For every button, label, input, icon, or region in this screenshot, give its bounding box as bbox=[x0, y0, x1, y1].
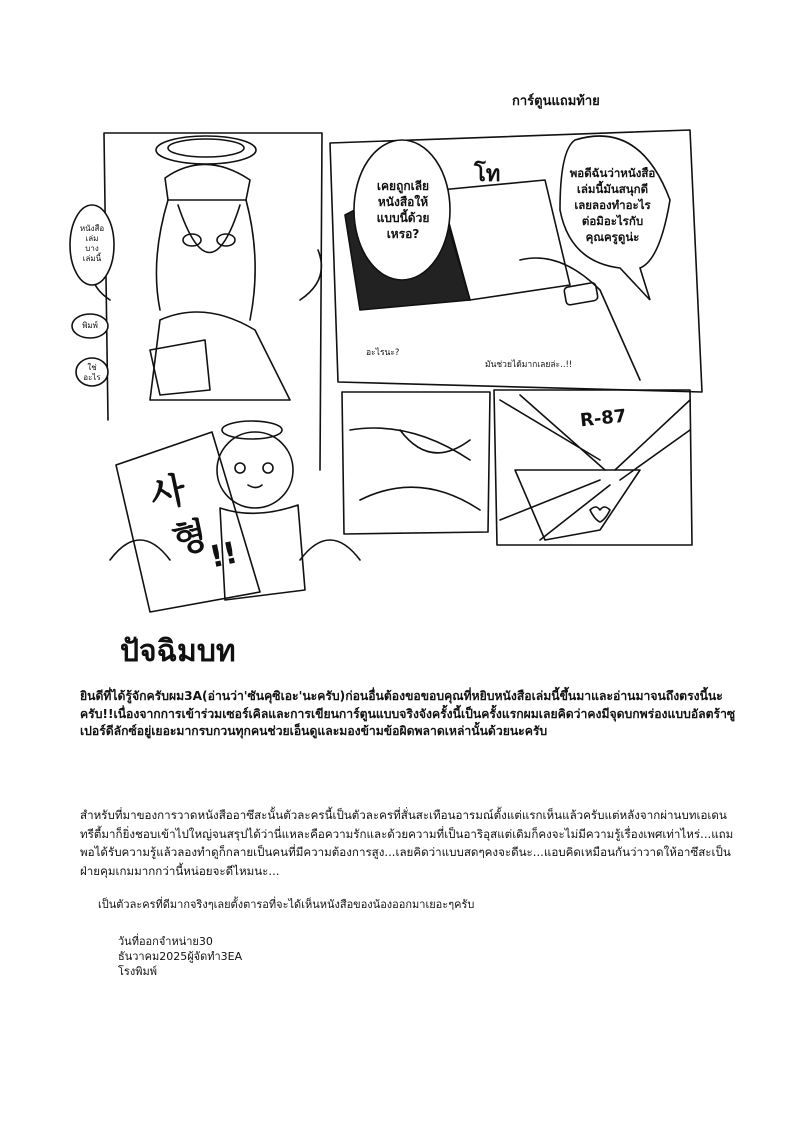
book-cover-r87 bbox=[515, 470, 640, 540]
afterword-note: เป็นตัวละครที่ดีมากจริงๆเลยตั้งตารอที่จะได้เห็นหนังสือของน้องออกมาเยอะๆครับ bbox=[98, 898, 475, 911]
bubble-line: แบบนี้ด้วย bbox=[376, 211, 430, 225]
book-held bbox=[150, 340, 210, 395]
small-bubble-1-text bbox=[78, 224, 106, 264]
body-left bbox=[150, 312, 290, 400]
halo-left bbox=[156, 136, 256, 164]
colophon-line: โรงพิมพ์ bbox=[118, 965, 157, 978]
panel-code: R-87 bbox=[579, 405, 628, 432]
bubble-line: เลยลองทำอะไร bbox=[574, 198, 651, 212]
bubble-line: หนังสือให้ bbox=[377, 195, 429, 209]
bubble-line: หนังสือ bbox=[79, 224, 105, 233]
bubble-line: บาง bbox=[85, 244, 99, 253]
sign-char-2: 형 bbox=[168, 514, 212, 563]
bubble-line: อะไร bbox=[83, 373, 101, 382]
colophon-line: วันที่ออกจำหน่าย30 bbox=[118, 935, 213, 948]
afterword-heading: ปัจฉิมบท bbox=[120, 634, 236, 669]
caption-helpful: มันช่วยได้มากเลยล่ะ..!! bbox=[485, 360, 573, 370]
sign-exclaim: !! bbox=[206, 535, 241, 576]
bubble-line: เล่มนี้ bbox=[82, 254, 102, 263]
afterword-paragraph-1: ยินดีที่ได้รู้จักครับผม3A(อ่านว่า'ซันคุซิเอะ'นะครับ)ก่อนอื่นต้องขอขอบคุณที่หยิบหนังสือเล่มนี้ขึ้นมาและอ่านมาจนถึงตรงนี้นะครับ!!เนื่องจากการเข้าร่วมเซอร์เคิลและการเขียนการ์ตูนแบบจริงจังครั้งนี้เป็นครั้งแรกผมเลยคิดว่าคงมีจุดบกพร่องแบบอัลตร้าซูเปอร์ดีลักซ์อยู่เยอะมากรบกวนทุกคนช่วยเอ็นดูและมองข้ามข้อผิดพลาดเหล่านั้นด้วยนะครับ bbox=[80, 689, 736, 738]
bubble-line: คุณครูดูน่ะ bbox=[585, 230, 640, 244]
chibi-head bbox=[217, 432, 293, 508]
sfx-cho: โท bbox=[474, 162, 501, 187]
bubble-line: ต่อมิอะไรกับ bbox=[581, 214, 644, 228]
small-bubble-2-text bbox=[78, 321, 102, 331]
bubble-line: เล่ม bbox=[85, 234, 99, 243]
bubble-line: เคยถูกเลีย bbox=[376, 179, 430, 193]
wings-left bbox=[92, 250, 321, 300]
caption-what: อะไรนะ? bbox=[366, 348, 400, 358]
panel-left-border bbox=[104, 133, 322, 470]
colophon-line: ธันวาคม2025ผู้จัดทำ3EA bbox=[118, 950, 243, 963]
bubble-line: เหรอ? bbox=[386, 227, 420, 241]
bubble-line: ใช่ bbox=[87, 363, 97, 372]
beret-left bbox=[165, 164, 250, 200]
hair-left bbox=[156, 200, 255, 320]
speech-bubble-right-text bbox=[555, 165, 670, 245]
speech-bubble-main-text bbox=[360, 178, 446, 242]
panel-bottom-mid-border bbox=[342, 392, 490, 534]
page-title: การ์ตูนแถมท้าย bbox=[512, 94, 600, 109]
bubble-line: พิมพ์ bbox=[82, 321, 98, 330]
colophon bbox=[118, 934, 242, 979]
afterword-paragraph-2: สำหรับที่มาของการวาดหนังสืออาซึสะนั้นตัวละครนี้เป็นตัวละครที่สั่นสะเทือนอารมณ์ตั้งแต่แรกเห็นแล้วครับแต่หลังจากผ่านบทเอเดนทรีตี้มาก็ยิ่งชอบเข้าไปใหญ่จนสรุปได้ว่านี่แหละคือความรักและด้วยความที่เป็นอาริอุสแต่เดิมก็คงจะไม่มีความรู้เรื่องเพศเท่าไหร่...แถมพอได้รับความรู้แล้วลองทำดูก็กลายเป็นคนที่มีความต้องการสูง...เลยคิดว่าแบบสดๆคงจะดีนะ...แอบคิดเหมือนกันว่าวาดให้อาซึสะเป็นฝ่ายคุมเกมมากกว่านี้หน่อยจะดีไหมนะ... bbox=[80, 808, 734, 878]
bubble-line: พอดีฉันว่าหนังสือ bbox=[569, 166, 656, 180]
bubble-line: เล่มนี้มันสนุกดี bbox=[576, 182, 649, 196]
small-bubble-3-text bbox=[80, 363, 104, 383]
sign-char-1: 사 bbox=[146, 469, 190, 518]
